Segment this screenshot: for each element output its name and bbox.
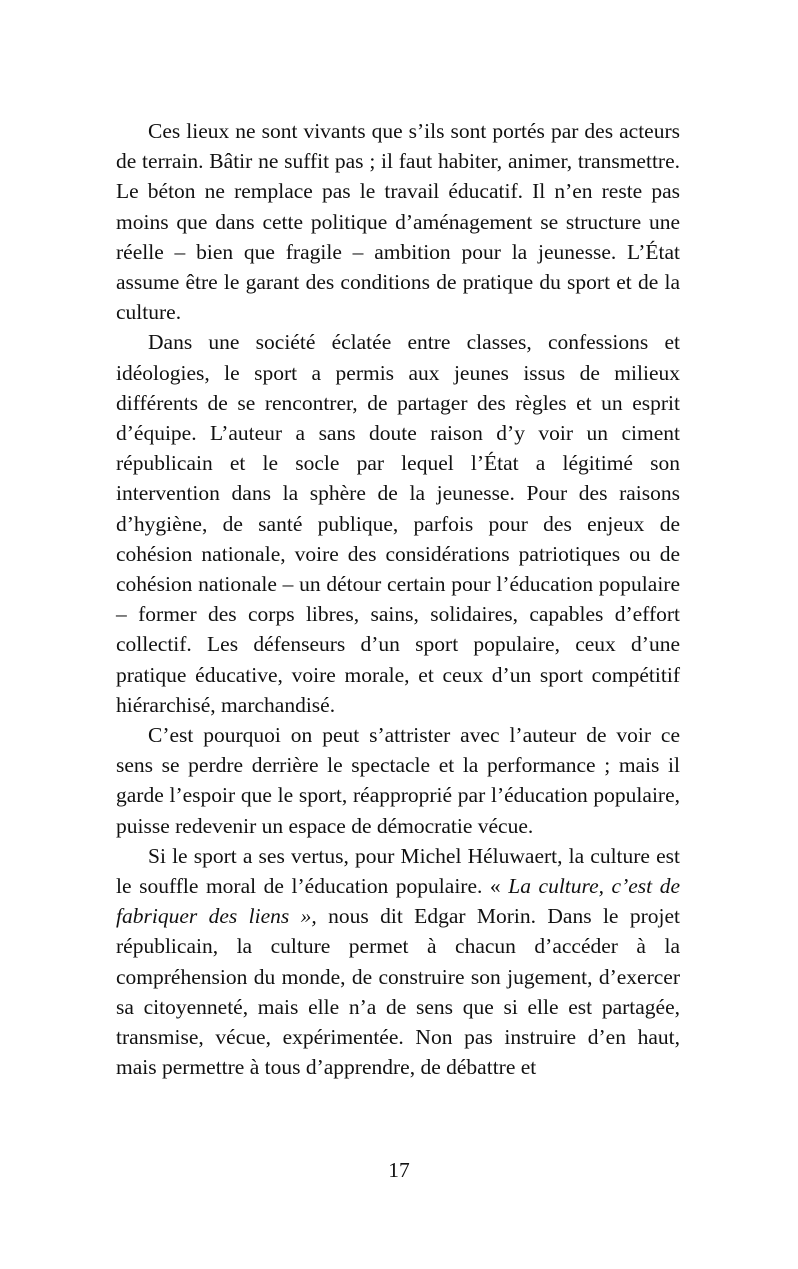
body-text	[116, 116, 680, 1083]
paragraph-1: Ces lieux ne sont vivants que s’ils sont portés par des acteurs de terrain. Bâtir ne suffit pas ; il faut habiter, animer, transmettre. Le béton ne remplace pas le travail éducatif. Il n’en reste pas moins que dans cette politique d’aménagement se structure une réelle – bien que fragile – ambition pour la jeunesse. L’État assume être le garant des conditions de pratique du sport et de la culture.	[116, 119, 680, 325]
page-number: 17	[388, 1158, 410, 1182]
paragraph-4-continuation: nous dit Edgar Morin. Dans le projet républicain, la culture permet à chacun d’accéder à la compréhension du monde, de construire son jugement, d’exercer sa citoyenneté, mais elle n’a de sens que si elle est partagée, transmise, vécue, expérimentée. Non pas instruire d’en haut, mais permettre à tous d’apprendre, de débattre et	[116, 904, 680, 1080]
paragraph-4-intro: Si le sport a ses vertus, pour Michel Héluwaert, la culture est le souffle moral de l’éducation populaire. «	[116, 843, 680, 899]
paragraph-3: C’est pourquoi on peut s’attrister avec l’auteur de voir ce sens se perdre derrière le spectacle et la performance ; mais il garde l’espoir que le sport, réapproprié par l’éducation populaire, puisse redevenir un espace de démocratie vécue.	[116, 723, 680, 838]
morin-quote: La culture, c’est de fabriquer des liens »,	[116, 874, 681, 929]
paragraph-4	[116, 841, 680, 1083]
paragraph-2: Dans une société éclatée entre classes, confessions et idéologies, le sport a permis aux jeunes issus de milieux différents de se rencontrer, de partager des règles et un esprit d’équipe. L’auteur a sans doute raison d’y voir un ciment républicain et le socle par lequel l’État a légitimé son intervention dans la sphère de la jeunesse. Pour des raisons d’hygiène, de santé publique, parfois pour des enjeux de cohésion nationale, voire des considérations patriotiques ou de cohésion nationale – un détour certain pour l’éducation populaire – former des corps libres, sains, solidaires, capables d’effort collectif. Les défenseurs d’un sport populaire, ceux d’une pratique éducative, voire morale, et ceux d’un sport compétitif hiérarchisé, marchandisé.	[116, 330, 680, 717]
